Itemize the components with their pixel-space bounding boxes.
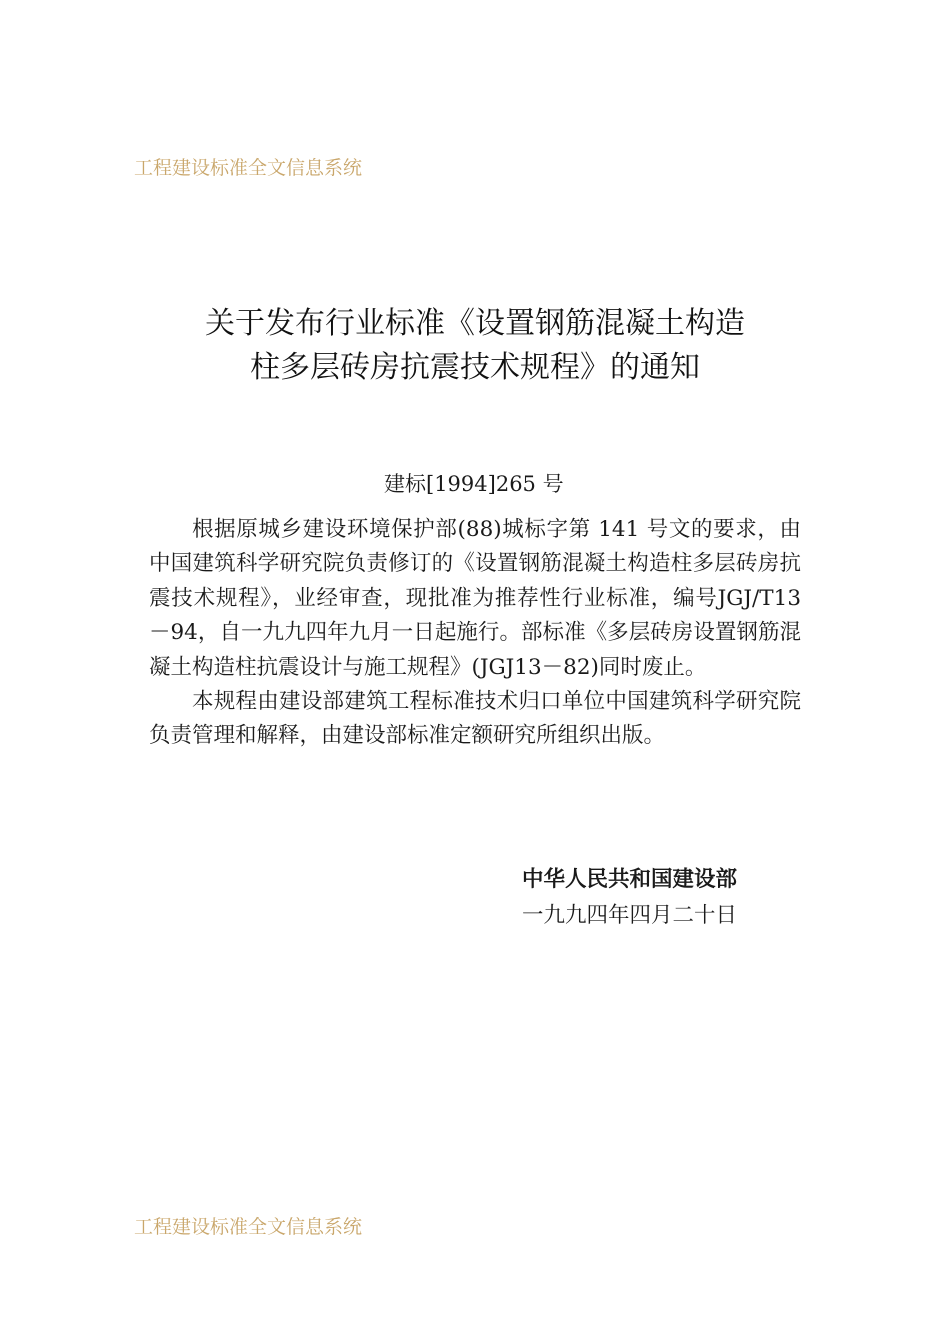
header-watermark: 工程建设标准全文信息系统 [134,157,363,179]
notice-title [0,302,950,390]
document-number: 建标[1994]265 号 [384,472,564,496]
issue-date: 一九九四年四月二十日 [522,903,738,928]
signature-block [522,862,737,934]
notice-body [149,513,801,754]
footer-watermark: 工程建设标准全文信息系统 [134,1216,363,1238]
title-line-2: 柱多层砖房抗震技术规程》的通知 [250,350,700,385]
body-paragraph-2: 本规程由建设部建筑工程标准技术归口单位中国建筑科学研究院负责管理和解释，由建设部标准定额研究所组织出版。 [149,689,801,749]
title-line-1: 关于发布行业标准《设置钢筋混凝土构造 [205,306,745,341]
body-paragraph-1: 根据原城乡建设环境保护部(88)城标字第 141 号文的要求，由中国建筑科学研究院负责修订的《设置钢筋混凝土构造柱多层砖房抗震技术规程》，业经审查，现批准为推荐性行业标准，编号JGJ/T13－94，自一九九四年九月一日起施行。部标准《多层砖房设置钢筋混凝土构造柱抗震设计与施工规程》(JGJ13－82)同时废止。 [149,517,801,680]
issuing-organization: 中华人民共和国建设部 [522,867,738,892]
